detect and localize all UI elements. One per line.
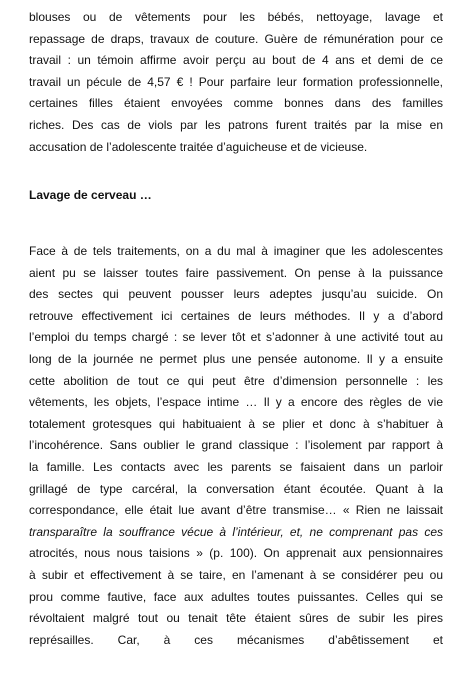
text-line: représailles. Car, à ces mécanismes d’abêtissement et bbox=[29, 632, 443, 647]
text-line: l’emploi du temps chargé : se lever tôt et s’adonner à une activité tout au bbox=[29, 330, 443, 345]
text-line: repassage de draps, travaux de couture. Guère de rémunération pour ce bbox=[29, 31, 443, 46]
text-line: vêtements, les objets, l’espace intime … Il y a encore des règles de vie bbox=[29, 395, 443, 410]
text-line: l’incohérence. Sans oublier le grand classique : l’isolement par rapport à bbox=[29, 438, 443, 453]
text-line: travail un pécule de 4,57 € ! Pour parfaire leur formation professionnelle, bbox=[29, 74, 443, 89]
text-line: à subir et effectivement à se taire, en l’amenant à se considérer peu ou bbox=[29, 567, 443, 582]
text-line: grillagé de type carcéral, la conversation étant écoutée. Quant à la bbox=[29, 481, 443, 496]
text-line: long de la journée ne permet plus une pensée autonome. Il y a ensuite bbox=[29, 351, 443, 366]
text-line: totalement grotesques qui habituaient à se plier et donc à s’habituer à bbox=[29, 416, 443, 431]
text-line: Face à de tels traitements, on a du mal à imaginer que les adolescentes bbox=[29, 244, 443, 258]
text-line: atrocités, nous nous taisions » (p. 100). On apprenait aux pensionnaires bbox=[29, 546, 443, 561]
text-line: correspondance, elle était lue avant d’être transmise… « Rien ne laissait bbox=[29, 503, 443, 518]
section-heading: Lavage de cerveau … bbox=[29, 188, 152, 202]
text-line: transparaître la souffrance vécue à l’intérieur, et, ne comprenant pas ces bbox=[29, 524, 443, 539]
text-line: blouses ou de vêtements pour les bébés, nettoyage, lavage et bbox=[29, 10, 443, 24]
text-line: la famille. Les contacts avec les parents se faisaient dans un parloir bbox=[29, 459, 443, 474]
text-line: certaines filles étaient envoyées comme bonnes dans des familles bbox=[29, 96, 443, 111]
text-line: accusation de l’adolescente traitée d’aguicheuse et de vicieuse. bbox=[29, 139, 368, 154]
text-line: aient pu se laisser toutes faire passivement. On pense à la puissance bbox=[29, 265, 443, 280]
text-line: révoltaient malgré tout ou tenait tête étaient sûres de subir les pires bbox=[29, 611, 443, 626]
text-line: travail : un témoin affirme avoir perçu au bout de 4 ans et demi de ce bbox=[29, 53, 443, 68]
text-line: cette abolition de tout ce qui peut être d’dimension personnelle : les bbox=[29, 373, 443, 388]
text-line: retrouve effectivement ici certaines de leurs méthodes. Il y a d’abord bbox=[29, 308, 443, 323]
text-line: prou comme fautive, face aux adultes toutes puissantes. Celles qui se bbox=[29, 589, 443, 604]
text-line: riches. Des cas de viols par les patrons furent traités par la mise en bbox=[29, 117, 443, 132]
paragraph-1 bbox=[29, 7, 443, 158]
paragraph-2 bbox=[29, 241, 443, 651]
text-line: des sectes qui peuvent pousser leurs adeptes jusqu’au suicide. On bbox=[29, 287, 443, 302]
